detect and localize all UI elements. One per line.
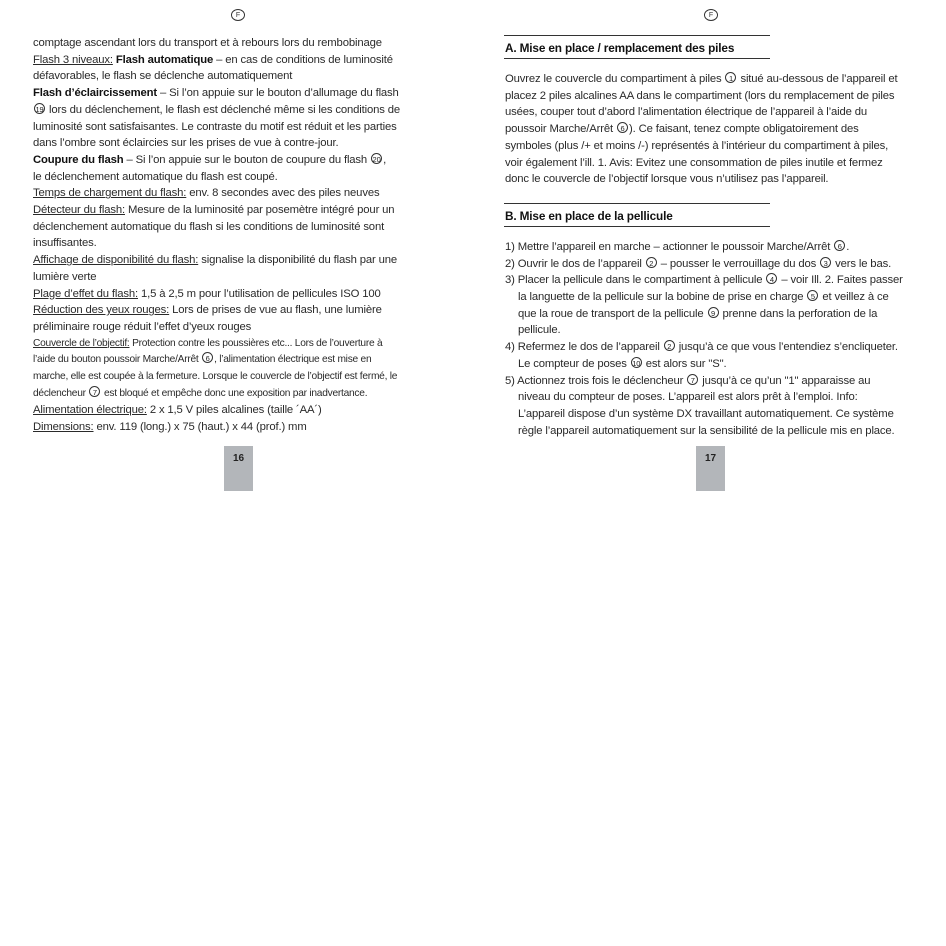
text-line: comptage ascendant lors du transport et à rebours lors du rembobinage: [33, 37, 382, 49]
text-line: insuffisantes.: [33, 237, 97, 250]
spec-label: Couvercle de l’objectif:: [33, 337, 130, 349]
text-line: donc le couvercle de l’objectif lorsque vous n’utilisez pas l’appareil.: [505, 173, 829, 186]
spec-label: Flash 3 niveaux:: [33, 53, 113, 66]
text-segment: Lors de prises de vue au flash, une lumière: [169, 304, 382, 317]
text-segment: 2 x 1,5 V piles alcalines (taille ´AA´): [146, 404, 322, 417]
text-line: [33, 302, 445, 319]
list-item: [505, 339, 917, 356]
text-segment: déclencheur: [33, 387, 86, 399]
text-segment: poussoir Marche/Arrêt: [505, 123, 613, 136]
instructions-text: [505, 35, 917, 439]
text-line: marche, elle est coupée à la fermeture. Lorsque le couvercle de l’objectif est fermé, le: [33, 371, 398, 383]
text-line: défavorables, le flash se déclenche automatiquement: [33, 70, 293, 83]
part-number-marker: 4: [766, 273, 777, 284]
text-segment: ). Ce faisant, tenez compte obligatoirement des: [628, 123, 859, 136]
list-item: [505, 272, 917, 289]
spec-label: Alimentation électrique:: [33, 404, 147, 417]
text-segment: et veillez à ce: [819, 291, 889, 304]
part-number-marker: 7: [687, 374, 698, 385]
spec-label: Affichage de disponibilité du flash:: [33, 254, 199, 267]
text-segment: 4) Refermez le dos de l’appareil: [505, 341, 660, 354]
text-line: le déclenchement automatique du flash est coupé.: [33, 170, 278, 183]
part-number-marker: 7: [89, 386, 100, 397]
text-segment: que la roue de transport de la pellicule: [518, 307, 704, 320]
text-segment: 2) Ouvrir le dos de l’appareil: [505, 257, 642, 270]
list-item-continuation: règle l’appareil automatiquement sur la sensibilité de la pellicule mis en place.: [518, 424, 895, 437]
text-segment: .: [846, 240, 850, 253]
part-number-marker: 19: [35, 104, 44, 114]
right-page: [473, 0, 946, 946]
list-item: [505, 373, 917, 390]
page-number: 16: [224, 446, 253, 491]
text-segment: 3) Placer la pellicule dans le compartiment à pellicule: [505, 274, 763, 287]
text-segment: est bloqué et empêche donc une exposition par inadvertance.: [101, 387, 368, 399]
part-number-marker: 2: [664, 340, 675, 351]
text-segment: – Si l’on appuie sur le bouton d’allumage du flash: [157, 87, 399, 100]
language-badge: F: [704, 9, 718, 21]
language-badge: F: [231, 9, 245, 21]
spacer: [505, 59, 917, 71]
part-number-marker: 1: [725, 72, 736, 83]
text-line: déclenchement automatique du flash si les conditions de luminosité sont: [33, 220, 385, 233]
list-item-continuation: pellicule.: [518, 324, 561, 337]
text-segment: – pousser le verrouillage du dos: [657, 257, 817, 270]
text-line: placez 2 piles alcalines AA dans le compartiment (lors du remplacement de piles: [505, 89, 895, 102]
spacer: [505, 227, 917, 239]
text-segment: 5) Actionnez trois fois le déclencheur: [505, 374, 684, 387]
list-item: [505, 256, 917, 273]
part-number-marker: 6: [202, 352, 213, 363]
part-number-marker: 9: [708, 307, 719, 318]
text-line: [33, 286, 445, 303]
spacer: [505, 188, 917, 203]
text-segment: – en cas de conditions de luminosité: [213, 53, 393, 66]
part-number-marker: 20: [372, 154, 381, 164]
text-line: [505, 121, 917, 138]
part-number-marker: 2: [646, 257, 657, 268]
part-number-marker: 3: [820, 257, 831, 268]
spec-label: Temps de chargement du flash:: [33, 187, 187, 200]
spec-term: Flash automatique: [115, 53, 214, 66]
text-line: [33, 402, 445, 419]
list-item-continuation: [505, 356, 917, 373]
text-segment: env. 119 (long.) x 75 (haut.) x 44 (prof.) mm: [93, 421, 307, 434]
list-item: [505, 239, 917, 256]
text-segment: Le compteur de poses: [518, 357, 627, 370]
text-segment: vers le bas.: [832, 257, 892, 270]
text-segment: – voir Ill. 2. Faites passer: [778, 274, 903, 287]
text-line: [33, 202, 445, 219]
text-line: luminosité sont satisfaisantes. Le contraste du motif est réduit et les parties: [33, 120, 397, 133]
text-segment: 1,5 à 2,5 m pour l’utilisation de pellicules ISO 100: [138, 287, 381, 300]
text-line: symboles (plus /+ et moins /-) représentés à l’intérieur du compartiment à piles,: [505, 139, 889, 152]
text-segment: signalise la disponibilité du flash par une: [198, 254, 397, 267]
text-line: voir également l’ill. 1. Avis: Evitez une consommation de piles inutile et fermez: [505, 156, 883, 169]
part-number-marker: 5: [807, 290, 818, 301]
text-segment: Ouvrez le couvercle du compartiment à piles: [505, 73, 722, 85]
list-item-continuation: niveau du compteur de poses. L’appareil est alors prêt à l’emploi. Info:: [518, 391, 858, 404]
text-line: usées, couper tout d’abord l’alimentation électrique de l’appareil à l’aide du: [505, 106, 867, 119]
part-number-marker: 10: [632, 358, 641, 368]
spec-term: Coupure du flash: [33, 153, 124, 166]
text-segment: jusqu’à ce que vous l’entendiez s’encliqueter.: [675, 341, 898, 354]
list-item-continuation: L’appareil dispose d’un système DX travaillant automatiquement. Ce système: [518, 407, 894, 420]
text-segment: Protection contre les poussières etc... Lors de l’ouverture à: [129, 337, 383, 349]
spec-term: Flash d’éclaircissement: [33, 87, 158, 100]
part-number-marker: 6: [617, 122, 628, 133]
text-segment: – Si l’on appuie sur le bouton de coupure du flash: [123, 153, 368, 166]
text-line: [33, 352, 445, 369]
section-heading-batteries: A. Mise en place / remplacement des piles: [504, 35, 770, 59]
text-line: [33, 336, 445, 353]
text-line: [505, 71, 917, 88]
text-line: dans l’ombre sont éclaircies sur les prises de vue à contre-jour.: [33, 137, 339, 150]
list-item-continuation: [505, 306, 917, 323]
text-segment: prenne dans la perforation de la: [719, 307, 878, 320]
text-segment: , l’alimentation électrique est mise en: [214, 354, 372, 366]
text-line: [33, 386, 445, 403]
text-segment: lors du déclenchement, le flash est déclenché même si les conditions de: [46, 103, 401, 116]
spec-label: Détecteur du flash:: [33, 204, 125, 217]
text-line: lumière verte: [33, 270, 97, 283]
page-number: 17: [696, 446, 725, 491]
text-line: [33, 52, 445, 69]
text-line: [33, 185, 445, 202]
list-item-continuation: [505, 289, 917, 306]
text-line: [33, 85, 445, 102]
text-segment: l’aide du bouton poussoir Marche/Arrêt: [33, 354, 199, 366]
text-segment: situé au-dessous de l’appareil et: [737, 73, 898, 85]
text-line: préliminaire rouge réduit l’effet d’yeux rouges: [33, 320, 252, 333]
spec-label: Dimensions:: [33, 421, 94, 434]
section-heading-film: B. Mise en place de la pellicule: [504, 203, 770, 227]
spec-label: Réduction des yeux rouges:: [33, 304, 170, 317]
spec-label: Plage d’effet du flash:: [33, 287, 138, 300]
text-segment: env. 8 secondes avec des piles neuves: [186, 187, 380, 200]
text-line: [33, 252, 445, 269]
text-segment: 1) Mettre l’appareil en marche – actionner le poussoir Marche/Arrêt: [505, 240, 831, 253]
text-segment: jusqu’à ce qu’un "1" apparaisse au: [699, 374, 871, 387]
text-segment: la languette de la pellicule sur la bobine de prise en charge: [518, 291, 804, 304]
text-line: [33, 419, 445, 436]
part-number-marker: 6: [834, 240, 845, 251]
text-line: Coupure du flash – Si l’on appuie sur le bouton de coupure du flash 20 ,: [33, 153, 387, 166]
spec-text: [33, 35, 445, 436]
text-line: [33, 102, 445, 119]
text-segment: est alors sur "S".: [642, 357, 727, 370]
text-segment: Mesure de la luminosité par posemètre intégré pour un: [124, 204, 395, 217]
